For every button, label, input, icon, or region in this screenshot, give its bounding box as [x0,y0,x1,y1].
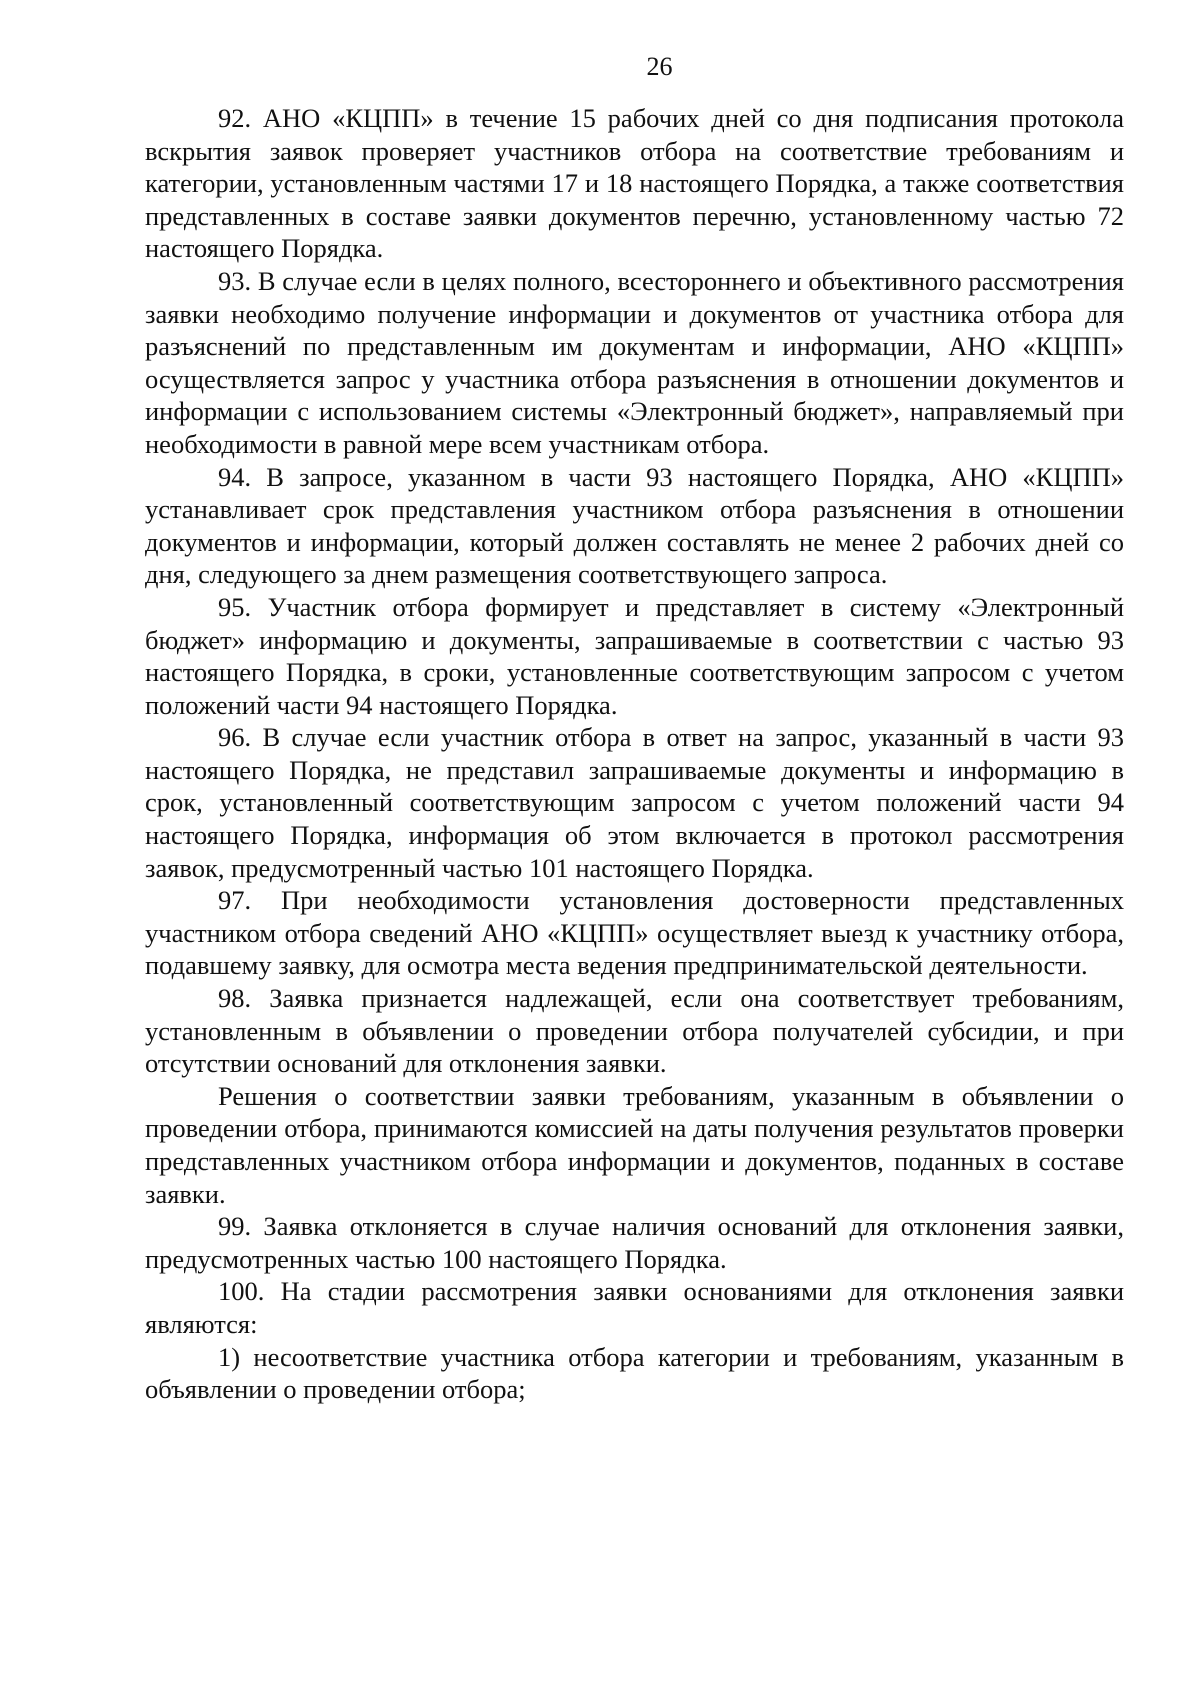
paragraph-97: 97. При необходимости установления достоверности представленных участником отбора сведений АНО «КЦПП» осуществляет выезд к участнику отбора, подавшему заявку, для осмотра места ведения предпринимательской деятельности. [145,885,1124,981]
paragraph-98: 98. Заявка признается надлежащей, если она соответствует требованиям, установленным в объявлении о проведении отбора получателей субсидии, и при отсутствии оснований для отклонения заявки. [145,983,1124,1079]
paragraph-92: 92. АНО «КЦПП» в течение 15 рабочих дней со дня подписания протокола вскрытия заявок проверяет участников отбора на соответствие требованиям и категории, установленным частями 17 и 18 настоящего Порядка, а также соответствия представленных в составе заявки документов перечню, установленному частью 72 настоящего Порядка. [145,103,1124,264]
paragraph-100: 100. На стадии рассмотрения заявки основаниями для отклонения заявки являются: [145,1276,1124,1339]
paragraph-96: 96. В случае если участник отбора в ответ на запрос, указанный в части 93 настоящего Порядка, не представил запрашиваемые документы и информацию в срок, установленный соответствующим запросом с учетом положений части 94 настоящего Порядка, информация об этом включается в протокол рассмотрения заявок, предусмотренный частью 101 настоящего Порядка. [145,722,1124,883]
paragraph-93: 93. В случае если в целях полного, всестороннего и объективного рассмотрения заявки необходимо получение информации и документов от участника отбора для разъяснений по представленным им документам и информации, АНО «КЦПП» осуществляется запрос у участника отбора разъяснения в отношении документов и информации с использованием системы «Электронный бюджет», направляемый при необходимости в равной мере всем участникам отбора. [145,265,1124,459]
page-number: 26 [646,52,673,81]
paragraph-100-item-1: 1) несоответствие участника отбора категории и требованиям, указанным в объявлении о проведении отбора; [145,1341,1124,1405]
paragraph-95: 95. Участник отбора формирует и представляет в систему «Электронный бюджет» информацию и документы, запрашиваемые в соответствии с частью 93 настоящего Порядка, в сроки, установленные соответствующим запросом с учетом положений части 94 настоящего Порядка. [145,591,1124,720]
paragraph-99: 99. Заявка отклоняется в случае наличия оснований для отклонения заявки, предусмотренных частью 100 настоящего Порядка. [145,1211,1124,1274]
paragraph-94: 94. В запросе, указанном в части 93 настоящего Порядка, АНО «КЦПП» устанавливает срок представления участником отбора разъяснения в отношении документов и информации, который должен составлять не менее 2 рабочих дней со дня, следующего за днем размещения соответствующего запроса. [145,461,1124,590]
paragraph-98-decisions: Решения о соответствии заявки требованиям, указанным в объявлении о проведении отбора, принимаются комиссией на даты получения результатов проверки представленных участником отбора информации и документов, поданных в составе заявки. [145,1080,1124,1209]
